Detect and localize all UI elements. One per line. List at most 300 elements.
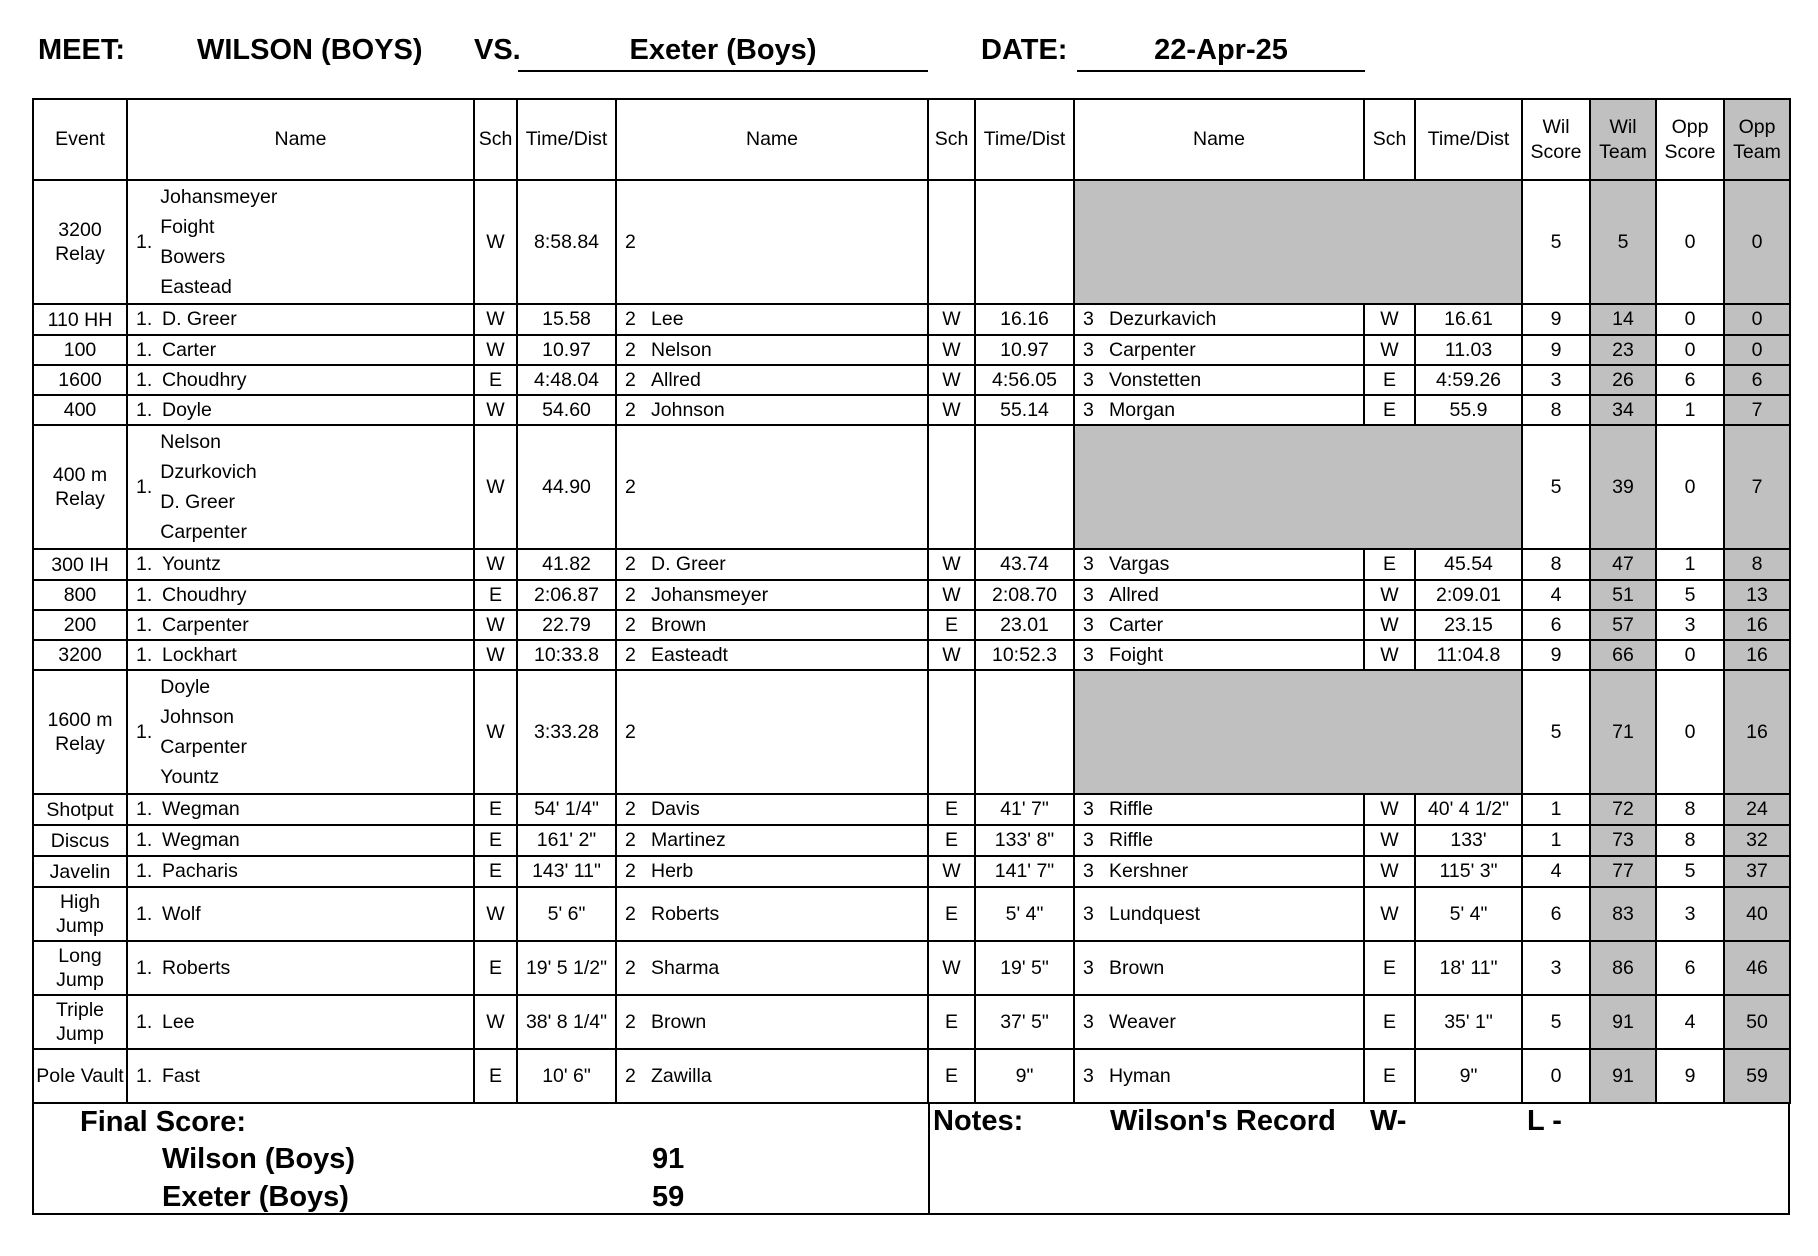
opp-team-total: 0 [1724, 180, 1790, 304]
event-name: High Jump [33, 887, 127, 941]
table-row [33, 887, 1790, 941]
athlete-3-name: Vargas [1109, 553, 1170, 575]
athlete-2-name: Brown [651, 1010, 707, 1033]
table-row [33, 794, 1790, 825]
place-1-cell [127, 794, 474, 825]
relay-team-cell [127, 425, 474, 549]
opp-score: 5 [1656, 856, 1724, 887]
mark-2: 141' 7" [975, 856, 1074, 887]
athlete-3-name: Foight [1109, 643, 1164, 666]
place-1-cell [127, 549, 474, 580]
table-row [33, 180, 1790, 304]
place-3-cell [1074, 794, 1364, 825]
place-2-cell [616, 856, 928, 887]
place-3-number: 3 [1083, 308, 1094, 330]
school-1: E [474, 856, 517, 887]
school-2: E [928, 610, 975, 640]
opp-score: 8 [1656, 794, 1724, 825]
place-1-cell [127, 887, 474, 941]
school-2: E [928, 995, 975, 1049]
wil-team-total: 73 [1590, 825, 1656, 856]
relay-runner-list [160, 182, 277, 302]
wil-team-total: 66 [1590, 640, 1656, 670]
mark-1: 3:33.28 [517, 670, 616, 794]
athlete-3-name: Morgan [1109, 398, 1176, 421]
opp-score: 3 [1656, 610, 1724, 640]
school-1: E [474, 941, 517, 995]
date-label: DATE: [981, 34, 1068, 66]
wil-score: 4 [1522, 856, 1590, 887]
wil-score: 8 [1522, 549, 1590, 580]
school-3: W [1364, 856, 1415, 887]
meet-date: 22-Apr-25 [1077, 30, 1365, 72]
opp-score: 3 [1656, 887, 1724, 941]
place-3-cell [1074, 304, 1364, 335]
place-2-number: 2 [625, 798, 636, 820]
relay-runner-name: D. Greer [160, 491, 236, 513]
event-name: 3200 [33, 640, 127, 670]
away-final-score: 59 [652, 1181, 685, 1213]
school-3: E [1364, 995, 1415, 1049]
event-name: 400 [33, 395, 127, 425]
event-name: Discus [33, 825, 127, 856]
school-2: E [928, 887, 975, 941]
opp-score: 4 [1656, 995, 1724, 1049]
place-2-number: 2 [625, 860, 636, 882]
school-2: E [928, 825, 975, 856]
mark-3: 16.61 [1415, 304, 1522, 335]
school-1: E [474, 825, 517, 856]
place-3-number: 3 [1083, 798, 1094, 820]
place-1-cell [127, 640, 474, 670]
place-2-number: 2 [625, 398, 636, 421]
athlete-1-name: Choudhry [162, 583, 247, 606]
mark-3: 35' 1" [1415, 995, 1522, 1049]
mark-3: 18' 11" [1415, 941, 1522, 995]
school-1: W [474, 395, 517, 425]
wil-score: 0 [1522, 1049, 1590, 1103]
opp-team-total: 16 [1724, 670, 1790, 794]
third-place-shaded [1074, 425, 1522, 549]
home-final-name: Wilson (Boys) [162, 1143, 356, 1175]
relay-runner-name: Johansmeyer [160, 186, 278, 208]
school-1: E [474, 365, 517, 395]
athlete-1-name: Lee [162, 1010, 195, 1033]
place-2-number: 2 [625, 368, 636, 391]
table-row [33, 995, 1790, 1049]
mark-2: 37' 5" [975, 995, 1074, 1049]
school-2: W [928, 580, 975, 610]
wil-score: 6 [1522, 887, 1590, 941]
relay-runner-name: Bowers [160, 246, 226, 268]
mark-2: 43.74 [975, 549, 1074, 580]
col-name-1: Name [127, 99, 474, 180]
relay-runner-name: Carpenter [160, 521, 247, 543]
athlete-1-name: Choudhry [162, 368, 247, 391]
mark-2: 19' 5" [975, 941, 1074, 995]
athlete-3-name: Riffle [1109, 829, 1154, 851]
school-3: E [1364, 941, 1415, 995]
place-2-number: 2 [625, 720, 636, 743]
place-3-cell [1074, 856, 1364, 887]
table-row [33, 825, 1790, 856]
event-name: 1600 m Relay [33, 670, 127, 794]
place-1-number: 1. [136, 643, 153, 666]
mark-2 [975, 670, 1074, 794]
record-label: Wilson's Record [1110, 1105, 1336, 1137]
school-1: W [474, 670, 517, 794]
athlete-3-name: Brown [1109, 956, 1165, 979]
place-2-cell [616, 180, 928, 304]
athlete-3-name: Allred [1109, 583, 1159, 606]
athlete-3-name: Kershner [1109, 860, 1189, 882]
event-name: 800 [33, 580, 127, 610]
table-row [33, 1049, 1790, 1103]
place-1-cell [127, 335, 474, 365]
school-2: W [928, 856, 975, 887]
event-name: Triple Jump [33, 995, 127, 1049]
place-2-number: 2 [625, 902, 636, 925]
athlete-1-name: Wolf [162, 902, 201, 925]
mark-1: 10:33.8 [517, 640, 616, 670]
place-1-cell [127, 365, 474, 395]
home-final-score: 91 [652, 1143, 685, 1175]
opp-score: 1 [1656, 549, 1724, 580]
school-2: W [928, 304, 975, 335]
opp-score: 9 [1656, 1049, 1724, 1103]
opp-team-total: 59 [1724, 1049, 1790, 1103]
athlete-2-name: D. Greer [651, 553, 726, 575]
col-sch-2: Sch [928, 99, 975, 180]
wil-team-total: 23 [1590, 335, 1656, 365]
mark-1: 143' 11" [517, 856, 616, 887]
school-2: E [928, 1049, 975, 1103]
event-name: 110 HH [33, 304, 127, 335]
wil-score: 8 [1522, 395, 1590, 425]
place-3-cell [1074, 580, 1364, 610]
school-3: W [1364, 825, 1415, 856]
place-2-number: 2 [625, 553, 636, 575]
mark-3: 2:09.01 [1415, 580, 1522, 610]
wil-score: 5 [1522, 670, 1590, 794]
school-2: W [928, 640, 975, 670]
mark-2 [975, 425, 1074, 549]
mark-2: 10.97 [975, 335, 1074, 365]
results-table [32, 98, 1791, 1104]
relay-runner-name: Dzurkovich [160, 461, 257, 483]
place-2-cell [616, 549, 928, 580]
place-1-cell [127, 995, 474, 1049]
wil-team-total: 39 [1590, 425, 1656, 549]
opp-score: 0 [1656, 425, 1724, 549]
mark-1: 15.58 [517, 304, 616, 335]
place-2-cell [616, 365, 928, 395]
footer-divider [928, 1103, 930, 1213]
wil-team-total: 14 [1590, 304, 1656, 335]
athlete-3-name: Vonstetten [1109, 368, 1202, 391]
place-3-cell [1074, 825, 1364, 856]
mark-1: 10.97 [517, 335, 616, 365]
place-3-number: 3 [1083, 1010, 1094, 1033]
wil-score: 1 [1522, 825, 1590, 856]
mark-3: 133' [1415, 825, 1522, 856]
athlete-2-name: Brown [651, 613, 707, 636]
place-3-cell [1074, 610, 1364, 640]
mark-2: 2:08.70 [975, 580, 1074, 610]
table-row [33, 856, 1790, 887]
event-name: 1600 [33, 365, 127, 395]
record-losses-label: L - [1527, 1105, 1562, 1137]
place-2-number: 2 [625, 583, 636, 606]
place-3-number: 3 [1083, 398, 1094, 421]
athlete-3-name: Dezurkavich [1109, 308, 1217, 330]
place-3-cell [1074, 887, 1364, 941]
place-2-number: 2 [625, 230, 636, 253]
relay-runner-name: Yountz [160, 766, 220, 788]
opp-team-total: 16 [1724, 640, 1790, 670]
school-3: W [1364, 580, 1415, 610]
opp-team-total: 13 [1724, 580, 1790, 610]
opp-team-total: 7 [1724, 425, 1790, 549]
mark-2: 23.01 [975, 610, 1074, 640]
mark-3: 4:59.26 [1415, 365, 1522, 395]
wil-score: 9 [1522, 335, 1590, 365]
school-1: W [474, 180, 517, 304]
relay-runner-name: Johnson [160, 706, 234, 728]
place-3-cell [1074, 549, 1364, 580]
place-3-number: 3 [1083, 553, 1094, 575]
place-3-number: 3 [1083, 338, 1094, 361]
place-1-number: 1. [136, 902, 153, 925]
wil-team-total: 91 [1590, 1049, 1656, 1103]
opp-score: 5 [1656, 580, 1724, 610]
athlete-3-name: Lundquest [1109, 902, 1201, 925]
wil-team-total: 91 [1590, 995, 1656, 1049]
place-1-cell [127, 1049, 474, 1103]
mark-2: 5' 4" [975, 887, 1074, 941]
place-2-cell [616, 825, 928, 856]
event-name: 200 [33, 610, 127, 640]
relay-runner-name: Doyle [160, 676, 211, 698]
place-1-number: 1. [136, 1064, 153, 1087]
col-time-2: Time/Dist [975, 99, 1074, 180]
athlete-2-name: Johansmeyer [651, 583, 769, 606]
school-1: W [474, 995, 517, 1049]
place-1-number: 1. [136, 956, 153, 979]
place-2-cell [616, 335, 928, 365]
place-3-cell [1074, 335, 1364, 365]
mark-1: 44.90 [517, 425, 616, 549]
table-row [33, 670, 1790, 794]
athlete-1-name: Wegman [162, 798, 240, 820]
place-1-number: 1. [136, 398, 153, 421]
mark-2 [975, 180, 1074, 304]
mark-1: 41.82 [517, 549, 616, 580]
mark-1: 54.60 [517, 395, 616, 425]
opp-score: 6 [1656, 941, 1724, 995]
school-2: W [928, 549, 975, 580]
mark-2: 10:52.3 [975, 640, 1074, 670]
school-2: W [928, 365, 975, 395]
table-row [33, 425, 1790, 549]
athlete-1-name: Carpenter [162, 613, 249, 636]
mark-3: 11:04.8 [1415, 640, 1522, 670]
school-3: W [1364, 610, 1415, 640]
athlete-3-name: Carpenter [1109, 338, 1196, 361]
mark-1: 19' 5 1/2" [517, 941, 616, 995]
athlete-1-name: Roberts [162, 956, 231, 979]
table-row [33, 304, 1790, 335]
event-name: 400 m Relay [33, 425, 127, 549]
place-3-cell [1074, 365, 1364, 395]
athlete-2-name: Johnson [651, 398, 725, 421]
table-row [33, 549, 1790, 580]
col-sch-3: Sch [1364, 99, 1415, 180]
school-1: E [474, 1049, 517, 1103]
school-2 [928, 670, 975, 794]
school-1: W [474, 549, 517, 580]
athlete-2-name: Zawilla [651, 1064, 712, 1087]
athlete-3-name: Riffle [1109, 798, 1154, 820]
opp-team-total: 37 [1724, 856, 1790, 887]
place-1-number: 1. [136, 829, 153, 851]
place-3-number: 3 [1083, 829, 1094, 851]
wil-score: 3 [1522, 365, 1590, 395]
opp-team-total: 24 [1724, 794, 1790, 825]
wil-score: 1 [1522, 794, 1590, 825]
athlete-2-name: Davis [651, 798, 700, 820]
event-name: Shotput [33, 794, 127, 825]
place-3-number: 3 [1083, 583, 1094, 606]
table-row [33, 580, 1790, 610]
athlete-1-name: D. Greer [162, 308, 237, 330]
place-3-number: 3 [1083, 643, 1094, 666]
wil-score: 6 [1522, 610, 1590, 640]
opp-team-total: 6 [1724, 365, 1790, 395]
place-2-number: 2 [625, 475, 636, 498]
place-3-number: 3 [1083, 956, 1094, 979]
athlete-1-name: Lockhart [162, 643, 237, 666]
place-2-number: 2 [625, 829, 636, 851]
wil-team-total: 71 [1590, 670, 1656, 794]
col-time-3: Time/Dist [1415, 99, 1522, 180]
school-1: W [474, 887, 517, 941]
home-team-title: WILSON (BOYS) [197, 34, 423, 66]
place-1-number: 1. [136, 338, 153, 361]
mark-2: 133' 8" [975, 825, 1074, 856]
athlete-2-name: Martinez [651, 829, 726, 851]
col-sch-1: Sch [474, 99, 517, 180]
opp-score: 1 [1656, 395, 1724, 425]
wil-score: 3 [1522, 941, 1590, 995]
opp-team-total: 0 [1724, 304, 1790, 335]
wil-team-total: 34 [1590, 395, 1656, 425]
mark-3: 23.15 [1415, 610, 1522, 640]
athlete-3-name: Carter [1109, 613, 1164, 636]
event-name: Long Jump [33, 941, 127, 995]
wil-team-total: 5 [1590, 180, 1656, 304]
place-1-number: 1. [136, 720, 153, 743]
third-place-shaded [1074, 180, 1522, 304]
place-2-cell [616, 995, 928, 1049]
place-2-cell [616, 1049, 928, 1103]
athlete-2-name: Nelson [651, 338, 712, 361]
place-2-cell [616, 610, 928, 640]
place-2-cell [616, 670, 928, 794]
place-1-cell [127, 395, 474, 425]
final-score-label: Final Score: [80, 1106, 246, 1138]
school-1: W [474, 304, 517, 335]
wil-team-total: 77 [1590, 856, 1656, 887]
wil-score: 5 [1522, 425, 1590, 549]
place-2-cell [616, 887, 928, 941]
place-3-number: 3 [1083, 613, 1094, 636]
relay-runner-name: Eastead [160, 276, 232, 298]
athlete-3-name: Hyman [1109, 1064, 1171, 1087]
place-3-number: 3 [1083, 1064, 1094, 1087]
opp-score: 6 [1656, 365, 1724, 395]
vs-label: VS. [474, 34, 521, 66]
meet-label: MEET: [38, 34, 125, 66]
place-3-number: 3 [1083, 368, 1094, 391]
wil-score: 4 [1522, 580, 1590, 610]
school-3: E [1364, 549, 1415, 580]
place-1-number: 1. [136, 230, 153, 253]
opp-score: 0 [1656, 304, 1724, 335]
school-3: W [1364, 640, 1415, 670]
place-3-cell [1074, 395, 1364, 425]
mark-1: 5' 6" [517, 887, 616, 941]
place-2-number: 2 [625, 1064, 636, 1087]
place-3-number: 3 [1083, 902, 1094, 925]
relay-runner-list [160, 672, 247, 792]
wil-score: 5 [1522, 180, 1590, 304]
school-3: E [1364, 1049, 1415, 1103]
place-2-cell [616, 794, 928, 825]
place-2-cell [616, 580, 928, 610]
mark-3: 55.9 [1415, 395, 1522, 425]
mark-1: 38' 8 1/4" [517, 995, 616, 1049]
place-2-number: 2 [625, 643, 636, 666]
place-1-number: 1. [136, 368, 153, 391]
school-1: E [474, 580, 517, 610]
school-3: W [1364, 304, 1415, 335]
place-3-cell [1074, 640, 1364, 670]
opp-score: 0 [1656, 640, 1724, 670]
mark-1: 8:58.84 [517, 180, 616, 304]
athlete-2-name: Herb [651, 860, 694, 882]
place-1-number: 1. [136, 583, 153, 606]
school-3: W [1364, 794, 1415, 825]
school-1: E [474, 794, 517, 825]
event-name: 300 IH [33, 549, 127, 580]
school-3: E [1364, 395, 1415, 425]
col-event: Event [33, 99, 127, 180]
mark-3: 45.54 [1415, 549, 1522, 580]
wil-score: 9 [1522, 640, 1590, 670]
place-3-cell [1074, 941, 1364, 995]
mark-3: 9" [1415, 1049, 1522, 1103]
mark-2: 9" [975, 1049, 1074, 1103]
wil-team-total: 26 [1590, 365, 1656, 395]
opponent-name: Exeter (Boys) [518, 30, 928, 72]
athlete-1-name: Doyle [162, 398, 212, 421]
mark-1: 2:06.87 [517, 580, 616, 610]
athlete-3-name: Weaver [1109, 1010, 1176, 1033]
event-name: 3200 Relay [33, 180, 127, 304]
school-1: W [474, 335, 517, 365]
notes-label: Notes: [933, 1105, 1024, 1137]
